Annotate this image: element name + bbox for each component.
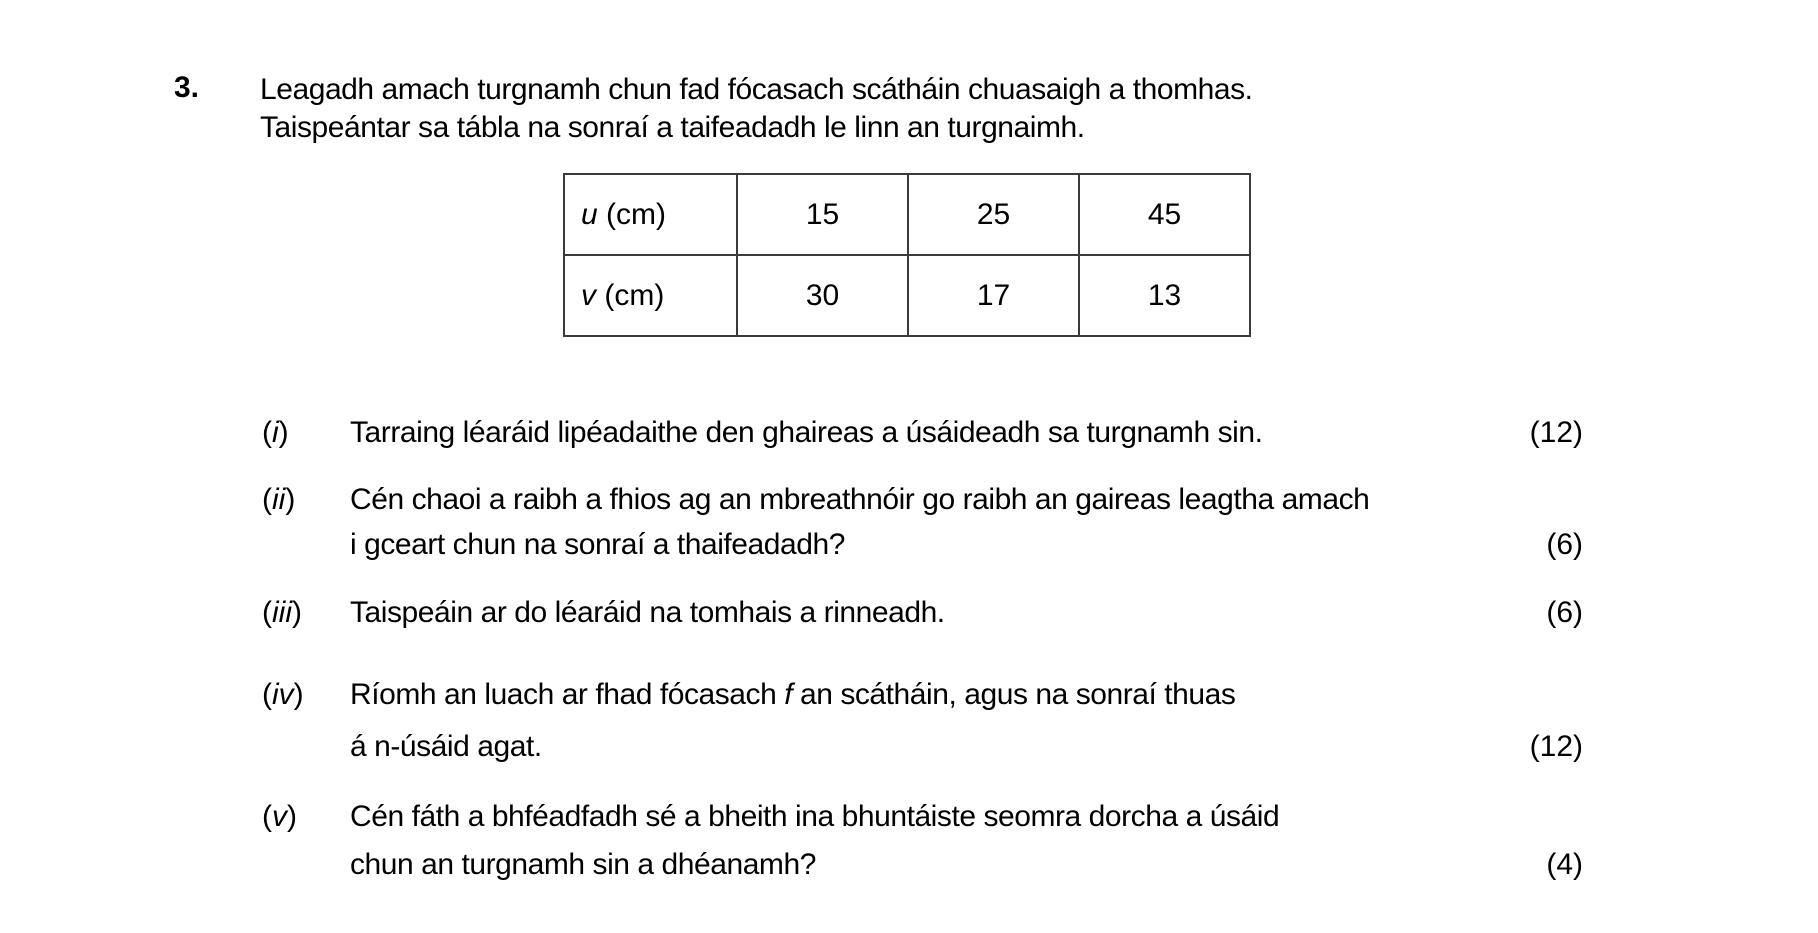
paren-close: ) bbox=[292, 596, 302, 629]
part-v-marks: (4) bbox=[1546, 848, 1583, 881]
variable-v: v bbox=[581, 278, 596, 312]
part-ii-marks: (6) bbox=[1546, 528, 1583, 561]
part-ii-text-line-2: i gceart chun na sonraí a thaifeadadh? bbox=[350, 528, 845, 561]
part-label-v bbox=[262, 799, 297, 835]
roman-numeral: iv bbox=[272, 678, 294, 711]
question-number: 3. bbox=[174, 71, 200, 104]
table-row-v bbox=[564, 255, 1250, 336]
roman-numeral: i bbox=[272, 416, 279, 449]
table-cell: 17 bbox=[908, 255, 1079, 336]
question-intro-line-1: Leagadh amach turgnamh chun fad fócasach scátháin chuasaigh a thomhas. bbox=[260, 73, 1253, 106]
table-row-label bbox=[564, 255, 737, 336]
question-intro-line-2: Taispeántar sa tábla na sonraí a taifeadadh le linn an turgnaimh. bbox=[260, 111, 1085, 144]
table-row-u bbox=[564, 174, 1250, 255]
paren-close: ) bbox=[287, 800, 297, 833]
paren-open: ( bbox=[262, 678, 272, 711]
part-i-text: Tarraing léaráid lipéadaithe den ghaireas a úsáideadh sa turgnamh sin. bbox=[350, 416, 1263, 449]
table-cell: 45 bbox=[1079, 174, 1250, 255]
paren-close: ) bbox=[293, 678, 304, 711]
part-iv-marks: (12) bbox=[1529, 730, 1583, 763]
table-cell: 15 bbox=[737, 174, 908, 255]
part-iii-text: Taispeáin ar do léaráid na tomhais a rinneadh. bbox=[350, 596, 945, 629]
roman-numeral: v bbox=[272, 800, 287, 833]
part-label-i bbox=[262, 415, 289, 451]
table-row-label bbox=[564, 174, 737, 255]
paren-open: ( bbox=[262, 416, 272, 449]
paren-open: ( bbox=[262, 483, 272, 516]
variable-f: f bbox=[784, 678, 793, 711]
variable-u: u bbox=[581, 197, 598, 231]
unit-label: (cm) bbox=[597, 197, 666, 231]
part-v-text-line-2: chun an turgnamh sin a dhéanamh? bbox=[350, 848, 816, 881]
part-iv-text-line-1 bbox=[350, 677, 1235, 713]
paren-open: ( bbox=[262, 800, 272, 833]
table-cell: 13 bbox=[1079, 255, 1250, 336]
part-label-iv bbox=[262, 677, 304, 713]
text-segment: an scátháin, agus na sonraí thuas bbox=[792, 678, 1236, 711]
roman-numeral: iii bbox=[272, 596, 292, 629]
roman-numeral: ii bbox=[272, 483, 286, 516]
table-cell: 25 bbox=[908, 174, 1079, 255]
table-cell: 30 bbox=[737, 255, 908, 336]
paren-open: ( bbox=[262, 596, 272, 629]
part-iii-marks: (6) bbox=[1546, 596, 1583, 629]
part-v-text-line-1: Cén fáth a bhféadfadh sé a bheith ina bhuntáiste seomra dorcha a úsáid bbox=[350, 800, 1280, 833]
part-label-iii bbox=[262, 595, 302, 631]
part-i-marks: (12) bbox=[1529, 416, 1583, 449]
part-label-ii bbox=[262, 482, 295, 518]
part-ii-text-line-1: Cén chaoi a raibh a fhios ag an mbreathnóir go raibh an gaireas leagtha amach bbox=[350, 483, 1370, 516]
part-iv-text-line-2: á n-úsáid agat. bbox=[350, 730, 542, 763]
text-segment: Ríomh an luach ar fhad fócasach bbox=[350, 678, 785, 711]
paren-close: ) bbox=[278, 416, 289, 449]
data-table bbox=[563, 173, 1251, 337]
unit-label: (cm) bbox=[596, 278, 665, 312]
paren-close: ) bbox=[285, 483, 296, 516]
